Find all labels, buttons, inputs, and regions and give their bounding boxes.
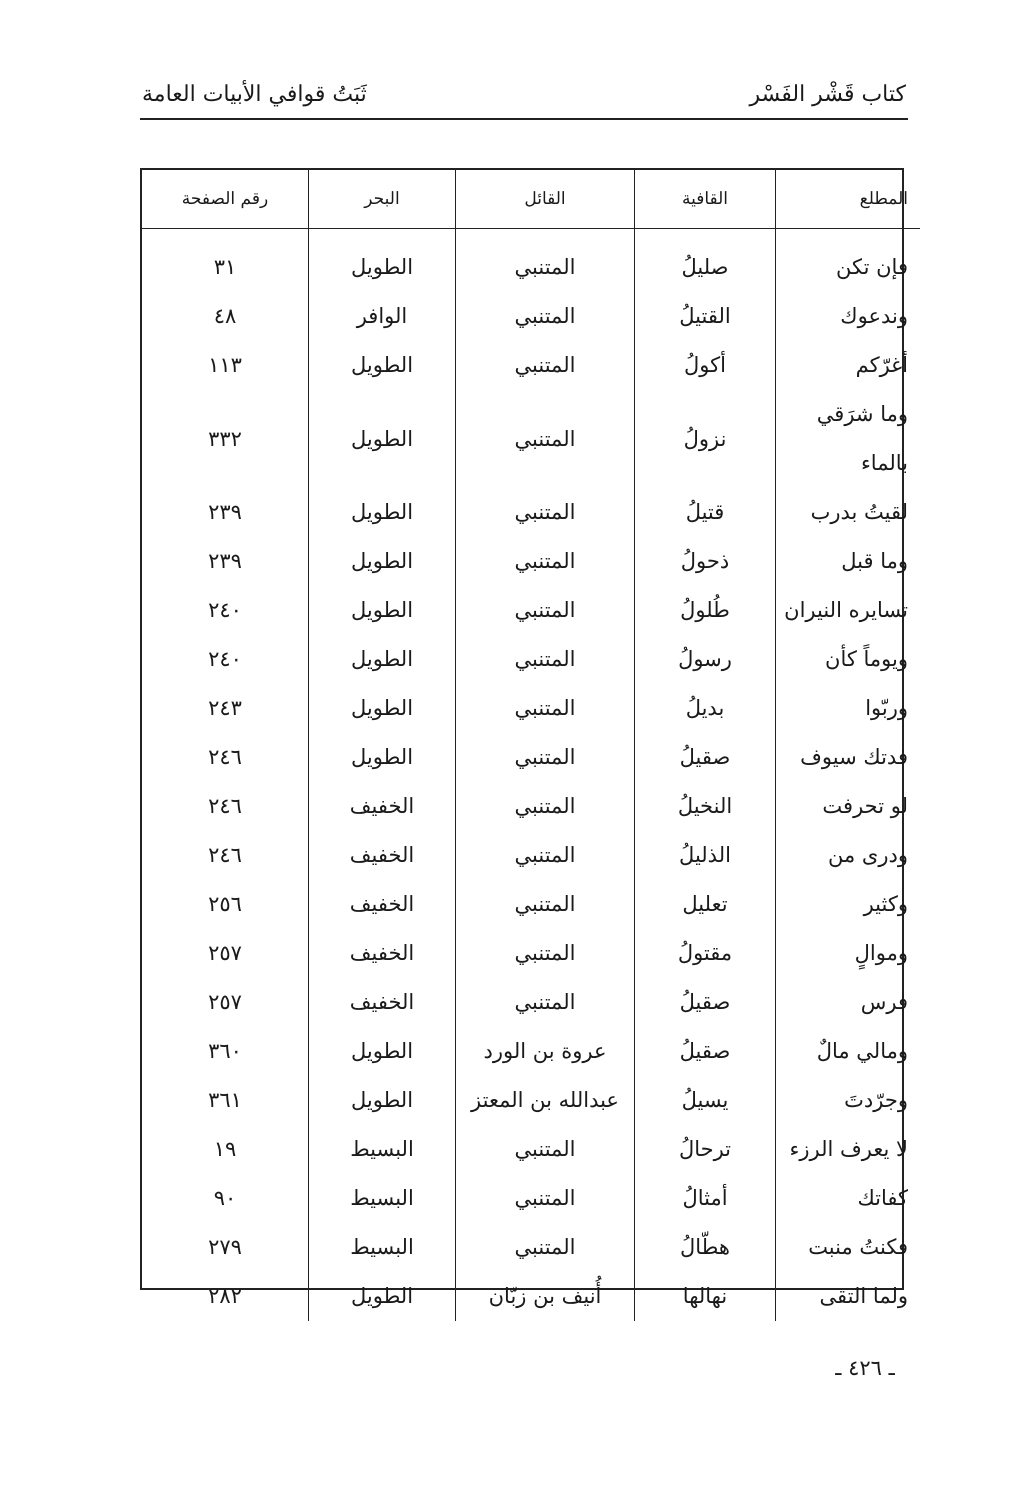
column-header-page: رقم الصفحة (142, 170, 309, 229)
table-row (142, 684, 920, 733)
cell-page: ٣١ (213, 255, 237, 279)
cell-opening: وكثير (776, 880, 921, 929)
book-title: كتاب قَشْر الفَسْر (749, 82, 906, 107)
cell-meter: الطويل (309, 586, 456, 635)
cell-meter: الطويل (309, 229, 456, 293)
cell-poet: المتنبي (456, 880, 635, 929)
cell-rhyme: أمثالُ (635, 1174, 776, 1223)
cell-page: ٢٤٦ (208, 794, 242, 818)
cell-poet: المتنبي (456, 978, 635, 1027)
table-row (142, 341, 920, 390)
cell-meter: الطويل (309, 1272, 456, 1321)
cell-rhyme: نزولُ (635, 390, 776, 488)
cell-rhyme: تعليل (635, 880, 776, 929)
cell-rhyme: ترحالُ (635, 1125, 776, 1174)
cell-poet: المتنبي (456, 341, 635, 390)
table-row (142, 1223, 920, 1272)
cell-meter: الطويل (309, 341, 456, 390)
cell-opening: لقيتُ بدرب (776, 488, 921, 537)
cell-page: ٢٣٩ (208, 500, 242, 524)
table-row (142, 978, 920, 1027)
cell-rhyme: ذحولُ (635, 537, 776, 586)
cell-poet: المتنبي (456, 831, 635, 880)
cell-poet: أُنيف بن زبّان (456, 1272, 635, 1321)
cell-rhyme: مقتولُ (635, 929, 776, 978)
cell-page: ٢٤٣ (208, 696, 242, 720)
cell-rhyme: هطّالُ (635, 1223, 776, 1272)
cell-page: ٤٨ (213, 304, 237, 328)
cell-opening: وجرّدتَ (776, 1076, 921, 1125)
cell-poet: المتنبي (456, 782, 635, 831)
cell-opening: لا يعرف الرزء (776, 1125, 921, 1174)
cell-rhyme: صقيلُ (635, 978, 776, 1027)
cell-opening: وما شرَقي بالماء (776, 390, 921, 488)
table-row (142, 1027, 920, 1076)
table-row (142, 488, 920, 537)
cell-meter: الخفيف (309, 929, 456, 978)
cell-poet: المتنبي (456, 292, 635, 341)
cell-opening: ويوماً كأن (776, 635, 921, 684)
table-row (142, 635, 920, 684)
cell-opening: تسايره النيران (776, 586, 921, 635)
cell-poet: المتنبي (456, 390, 635, 488)
cell-opening: وما قبل (776, 537, 921, 586)
cell-meter: الطويل (309, 1076, 456, 1125)
cell-meter: الطويل (309, 684, 456, 733)
cell-meter: الطويل (309, 733, 456, 782)
cell-page: ٢٤٦ (208, 745, 242, 769)
table-row (142, 782, 920, 831)
column-header-meter: البحر (309, 170, 456, 229)
page-number: ـ ٤٢٦ ـ (835, 1356, 895, 1380)
cell-poet: المتنبي (456, 929, 635, 978)
cell-page: ٢٤٠ (208, 647, 242, 671)
cell-rhyme: صقيلُ (635, 1027, 776, 1076)
column-header-poet: القائل (456, 170, 635, 229)
cell-opening: فدتك سيوف (776, 733, 921, 782)
cell-meter: الخفيف (309, 782, 456, 831)
cell-meter: الوافر (309, 292, 456, 341)
cell-poet: المتنبي (456, 1223, 635, 1272)
cell-meter: الخفيف (309, 831, 456, 880)
cell-rhyme: صليلُ (635, 229, 776, 293)
table-row (142, 1174, 920, 1223)
cell-opening: فكنتُ منبت (776, 1223, 921, 1272)
cell-meter: البسيط (309, 1174, 456, 1223)
cell-meter: الطويل (309, 1027, 456, 1076)
cell-opening: فرس (776, 978, 921, 1027)
cell-poet: المتنبي (456, 684, 635, 733)
cell-poet: المتنبي (456, 1125, 635, 1174)
cell-meter: الطويل (309, 635, 456, 684)
cell-poet: المتنبي (456, 635, 635, 684)
cell-rhyme: بديلُ (635, 684, 776, 733)
cell-poet: المتنبي (456, 586, 635, 635)
section-title: ثَبَتُ قوافي الأبيات العامة (142, 82, 367, 107)
cell-poet: عبدالله بن المعتز (456, 1076, 635, 1125)
cell-opening: وربّوا (776, 684, 921, 733)
table-row (142, 929, 920, 978)
cell-rhyme: طُلولُ (635, 586, 776, 635)
cell-page: ٢٤٦ (208, 843, 242, 867)
cell-page: ٣٣٢ (208, 426, 242, 451)
cell-rhyme: أكولُ (635, 341, 776, 390)
page-header (140, 78, 908, 120)
cell-poet: عروة بن الورد (456, 1027, 635, 1076)
table-row (142, 880, 920, 929)
table-row (142, 229, 920, 293)
table-header-row (142, 170, 920, 229)
cell-page: ١٩ (213, 1137, 237, 1161)
cell-rhyme: يسيلُ (635, 1076, 776, 1125)
table-row (142, 390, 920, 488)
cell-page: ٢٧٩ (208, 1235, 242, 1259)
cell-meter: الخفيف (309, 880, 456, 929)
cell-rhyme: النخيلُ (635, 782, 776, 831)
cell-page: ٩٠ (213, 1186, 237, 1210)
cell-page: ١١٣ (208, 353, 242, 377)
cell-opening: لو تحرفت (776, 782, 921, 831)
cell-rhyme: نهالها (635, 1272, 776, 1321)
cell-opening: وندعوك (776, 292, 921, 341)
table-row (142, 1076, 920, 1125)
column-header-opening: المطلع (776, 170, 921, 229)
table-row (142, 1272, 920, 1321)
table-row (142, 537, 920, 586)
table-row (142, 733, 920, 782)
cell-page: ٢٥٧ (208, 941, 242, 965)
cell-page: ٣٦١ (208, 1088, 242, 1112)
cell-page: ٢٥٧ (208, 990, 242, 1014)
cell-rhyme: صقيلُ (635, 733, 776, 782)
cell-opening: ولما التقى (776, 1272, 921, 1321)
cell-opening: أغرّكم (776, 341, 921, 390)
cell-page: ٢٤٠ (208, 598, 242, 622)
cell-opening: ودرى من (776, 831, 921, 880)
cell-meter: الخفيف (309, 978, 456, 1027)
cell-page: ٢٣٩ (208, 549, 242, 573)
table-row (142, 1125, 920, 1174)
cell-meter: البسيط (309, 1223, 456, 1272)
cell-meter: الطويل (309, 488, 456, 537)
cell-opening: فإن تكن (776, 229, 921, 293)
cell-opening: ومالي مالٌ (776, 1027, 921, 1076)
cell-poet: المتنبي (456, 1174, 635, 1223)
cell-page: ٢٨٢ (208, 1284, 242, 1308)
cell-poet: المتنبي (456, 733, 635, 782)
cell-rhyme: قتيلُ (635, 488, 776, 537)
cell-meter: الطويل (309, 390, 456, 488)
table-row (142, 586, 920, 635)
table-row (142, 831, 920, 880)
cell-poet: المتنبي (456, 537, 635, 586)
cell-opening: وموالٍ (776, 929, 921, 978)
cell-rhyme: القتيلُ (635, 292, 776, 341)
cell-rhyme: رسولُ (635, 635, 776, 684)
cell-opening: كفاتك (776, 1174, 921, 1223)
table-row (142, 292, 920, 341)
cell-poet: المتنبي (456, 488, 635, 537)
rhyme-index-table (140, 168, 908, 1308)
cell-page: ٢٥٦ (208, 892, 242, 916)
cell-poet: المتنبي (456, 229, 635, 293)
cell-meter: البسيط (309, 1125, 456, 1174)
column-header-rhyme: القافية (635, 170, 776, 229)
cell-rhyme: الذليلُ (635, 831, 776, 880)
cell-page: ٣٦٠ (208, 1039, 242, 1063)
cell-meter: الطويل (309, 537, 456, 586)
